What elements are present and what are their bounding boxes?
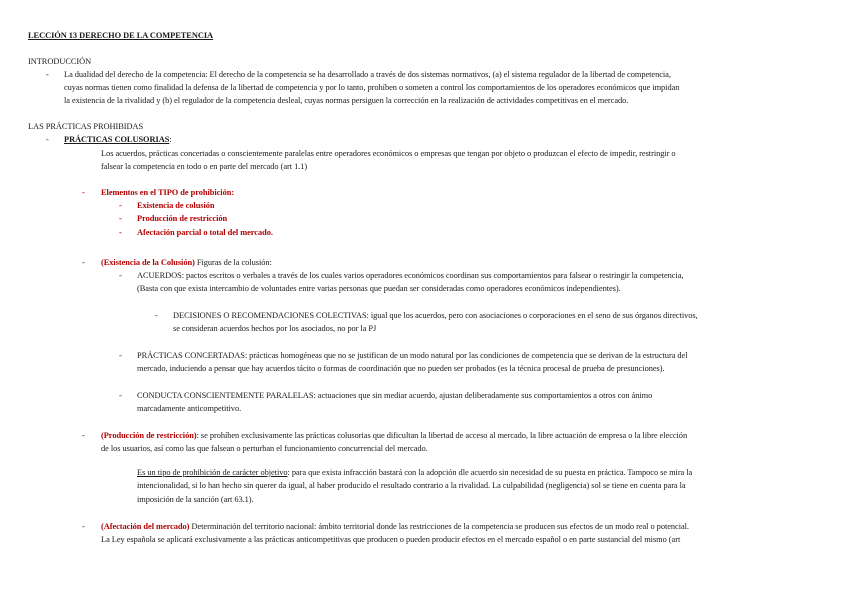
definition-line: Los acuerdos, prácticas concertadas o conscientemente paralelas entre operadores económicos o empresas que tengan por objeto o produzcan el efecto de impedir, restringir o	[101, 149, 676, 158]
elementos-label: Elementos en el TIPO de prohibición:	[101, 188, 235, 197]
bullet-dash: -	[82, 258, 85, 267]
bullet-dash: -	[82, 522, 85, 531]
subsection-suffix: :	[169, 135, 172, 144]
acuerdos-line: (Basta con que exista intercambio de voluntades entre varias personas que puedan ser consideradas como operadores económicos independientes).	[137, 284, 621, 293]
bullet-dash: -	[82, 431, 85, 440]
decisiones-line: se consideran acuerdos hechos por los asociados, no por la PJ	[173, 324, 377, 333]
colusion-label: (Existencia de la Colusión)	[101, 258, 195, 267]
intro-line: cuyas normas tienen como finalidad la defensa de la libertad de competencia y por lo tanto, prohíben o someten a control los comportamientos de los operadores económicos que impidan	[64, 83, 680, 92]
colusion-heading	[101, 256, 272, 269]
subsection-title: PRÁCTICAS COLUSORIAS	[64, 135, 170, 144]
page-title: LECCIÓN 13 DERECHO DE LA COMPETENCIA	[28, 31, 214, 40]
bullet-dash: -	[119, 201, 122, 210]
acuerdos-line: ACUERDOS: pactos escritos o verbales a través de los cuales varios operadores económicos coordinan sus comportamientos para falsear o restringir la competencia,	[137, 271, 684, 280]
objetivo-line: intencionalidad, si lo han hecho sin querer da igual, al haber producido el resultado contrario a la rivalidad. La culpabilidad (negligencia) sol se tiene en cuenta para la	[137, 481, 686, 490]
bullet-dash: -	[46, 135, 49, 144]
afectacion-label: (Afectación del mercado)	[101, 522, 190, 531]
bullet-dash: -	[119, 228, 122, 237]
objetivo-line: imposición de la sanción (art 63.1).	[137, 495, 254, 504]
elemento-item: Producción de restricción	[137, 214, 228, 223]
afectacion-line: La Ley española se aplicará exclusivamente a las prácticas anticompetitivas que producen o pueden producir efectos en el mercado español o en parte sustancial del mismo (art	[101, 535, 681, 544]
intro-heading: INTRODUCCIÓN	[28, 57, 92, 66]
intro-line: la existencia de la rivalidad y (b) el regulador de la competencia desleal, cuyas normas persiguen la corrección en la realización de actividades competitivas en el mercado.	[64, 96, 629, 105]
restriccion-text: : se prohíben exclusivamente las prácticas colusorias que dificultan la libertad de acceso al mercado, la libre actuación de empresa o la libre elección	[196, 431, 688, 440]
restriccion-label: (Producción de restricción)	[101, 431, 197, 440]
afectacion-text: Determinación del territorio nacional: ámbito territorial donde las restricciones de la competencia se producen sus efectos de un modo real o potencial.	[189, 522, 689, 531]
decisiones-line: DECISIONES O RECOMENDACIONES COLECTIVAS: igual que los acuerdos, pero con asociaciones o corporaciones en el seno de sus órganos directivos,	[173, 311, 698, 320]
objetivo-text: : para que exista infracción bastará con la adopción dle acuerdo sin necesidad de su puesta en práctica. Tampoco se mira la	[287, 468, 693, 477]
intro-line: La dualidad del derecho de la competencia: El derecho de la competencia se ha desarrollado a través de dos sistemas normativos, (a) el sistema regulador de la libertad de competencia,	[64, 70, 671, 79]
colusion-suffix: Figuras de la colusión:	[194, 258, 272, 267]
elemento-item: Afectación parcial o total del mercado.	[137, 228, 273, 237]
bullet-dash: -	[46, 70, 49, 79]
conducta-line: CONDUCTA CONSCIENTEMENTE PARALELAS: actuaciones que sin mediar acuerdo, ajustan deliberadamente sus comportamientos a otros con ánimo	[137, 391, 653, 400]
afectacion-line	[101, 520, 689, 533]
restriccion-line: de los usuarios, así como las que falsean o perturban el funcionamiento concurrencial del mercado.	[101, 444, 428, 453]
section-heading: LAS PRÁCTICAS PROHIBIDAS	[28, 122, 144, 131]
definition-line: falsear la competencia en todo o en parte del mercado (art 1.1)	[101, 162, 308, 171]
bullet-dash: -	[119, 271, 122, 280]
concertadas-line: PRÁCTICAS CONCERTADAS: prácticas homogéneas que no se justifican de un modo natural por las condiciones de competencia que se derivan de la estructura del	[137, 351, 688, 360]
subsection-heading	[64, 133, 172, 146]
bullet-dash: -	[119, 351, 122, 360]
restriccion-line	[101, 429, 687, 442]
objetivo-line	[137, 466, 692, 479]
bullet-dash: -	[119, 391, 122, 400]
objetivo-label: Es un tipo de prohibición de carácter objetivo	[137, 468, 288, 477]
elemento-item: Existencia de colusión	[137, 201, 215, 210]
conducta-line: marcadamente anticompetitivo.	[137, 404, 242, 413]
concertadas-line: mercado, induciendo a pensar que hay acuerdos tácito o formas de coordinación que no pueden ser probados (es la técnica procesal de prueba de presunciones).	[137, 364, 665, 373]
bullet-dash: -	[119, 214, 122, 223]
bullet-dash: -	[155, 311, 158, 320]
bullet-dash: -	[82, 188, 85, 197]
